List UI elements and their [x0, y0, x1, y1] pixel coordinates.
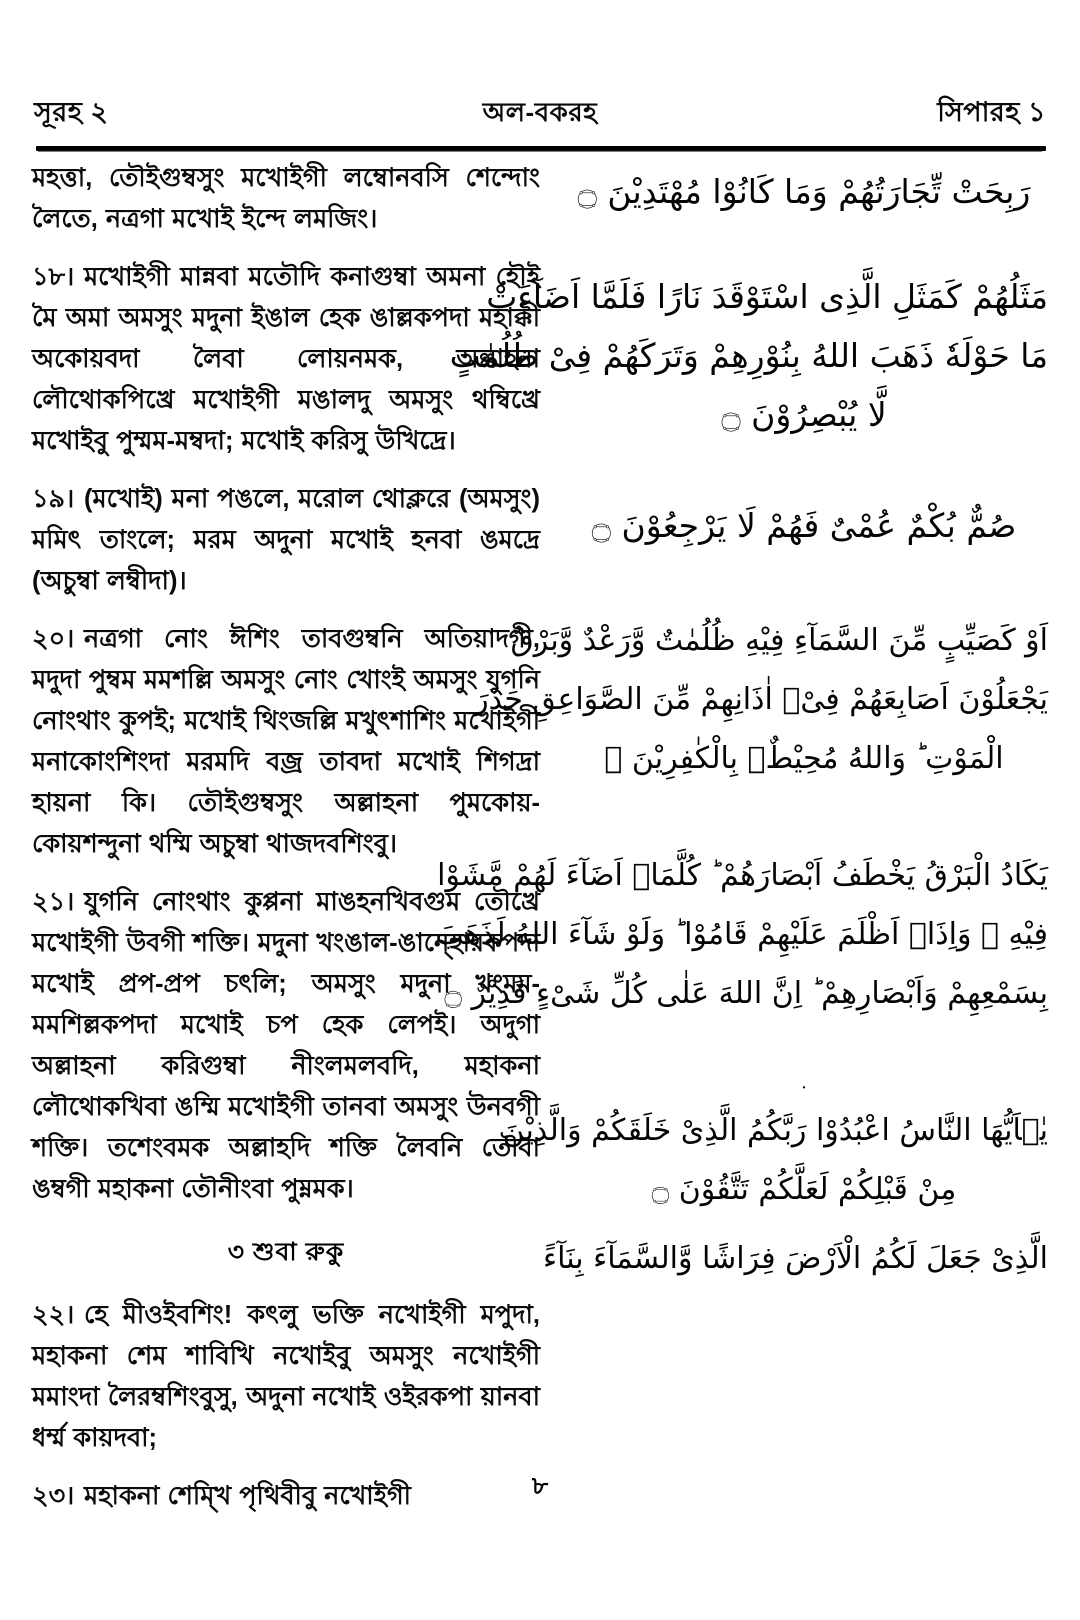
ayah-block-18: [560, 496, 1048, 555]
verse-text: মখোইগী মান্নবা মতৌদি কনাগুম্বা অমনা হৌই মৈ অমা অমসুং মদুনা ইঙাল হেক ঙাল্লকপদা মহাক্কী অকোয়বদা লৈবা লোয়নমক, অল্লাহনা লৌথোকপিখ্রে মখোইগী মঙালদু অমসুং থম্বিখ্রে মখোইবু পুম্মম-মম্বদা; মখোই করিসু উখিদ্রে।: [32, 263, 540, 455]
ayah-block-21: [502, 1101, 1048, 1219]
verse-text: মহাকনা শেম্খি পৃথিবীবু নখোইগী: [84, 1482, 411, 1510]
ayah-block-16: [560, 162, 1048, 221]
ayah-block-17: [449, 267, 1048, 444]
paragraph-text: মহত্তা, তৌইগুম্বসুং মখোইগী লম্বোনবসি শেন্দোং লৈতে, নত্রগা মখোই ইন্দে লমজিং।: [32, 164, 540, 233]
verse-number: ২১।: [32, 888, 75, 916]
running-head-surah: সূরহ ২: [34, 97, 109, 127]
verse-number: ২২।: [32, 1301, 75, 1329]
arabic-line: الَّذِىْ جَعَلَ لَكُمُ الْاَرْضَ فِرَاشًا وَّالسَّمَآءَ بِنَآءً: [542, 1241, 1048, 1276]
arabic-line: يَكَادُ الْبَرْقُ يَخْطَفُ اَبْصَارَهُمْ ؕ كُلَّمَاۤ اَضَآءَ لَهُمْ مَّشَوْا: [437, 858, 1048, 893]
arabic-line: اَوْ كَصَيِّبٍ مِّنَ السَّمَآءِ فِيْهِ ظُلُمٰتٌ وَّرَعْدٌ وَّبَرْقٌ: [510, 623, 1048, 658]
verse-text: হে মীওইবশিং! কৎলু ভক্তি নখোইগী মপুদা, মহাকনা শেম শাবিখি নখোইবু অমসুং নখোইগী মমাংদা লৈরম্বশিংবুসু, অদুনা নখোই ওইরকপা য়ানবা ধর্ম্ম কায়দবা;: [32, 1301, 540, 1452]
page-number: ৮: [531, 1472, 549, 1500]
arabic-line: يٰۤاَيُّهَا النَّاسُ اعْبُدُوْا رَبَّكُمُ الَّذِىْ خَلَقَكُمْ وَالَّذِيْنَ: [502, 1113, 1048, 1148]
verse-number: ১৮।: [32, 263, 75, 291]
arabic-line: لَّا يُبْصِرُوْنَ ۝: [721, 395, 887, 434]
verse-number: ২৩।: [32, 1482, 75, 1510]
verse-number: ২০।: [32, 625, 75, 653]
arabic-line: فِيْهِ ۙ وَاِذَاۤ اَظْلَمَ عَلَيْهِمْ قَامُوْا ؕ وَلَوْ شَآءَ اللهُ لَذَهَبَ: [435, 917, 1048, 952]
running-head-title: অল-বকরহ: [482, 97, 598, 127]
verse-20: [32, 619, 540, 865]
arabic-line: رَبِحَتْ تِّجَارَتُهُمْ وَمَا كَانُوْا مُهْتَدِيْنَ ۝: [577, 172, 1031, 211]
ayah-block-22: [542, 1229, 1048, 1288]
ruku-heading: ৩ শুবা রুকু: [227, 1238, 345, 1266]
verse-text: (মখোই) মনা পঙলে, মরোল থোক্লরে (অমসুং) মমিৎ তাংলে; মরম অদুনা মখোই হনবা ঙমদ্রে (অচুম্বা লম্বীদা)।: [32, 485, 540, 595]
arabic-line: مَا حَوْلَهٗ ذَهَبَ اللهُ بِنُوْرِهِمْ وَتَرَكَهُمْ فِىْ ظُلُمٰتٍ: [449, 336, 1048, 375]
paragraph-continuation: [32, 158, 540, 240]
arabic-line: بِسَمْعِهِمْ وَاَبْصَارِهِمْ ؕ اِنَّ اللهَ عَلٰى كُلِّ شَىْءٍ قَدِيْرٌ ۝: [444, 976, 1048, 1011]
arabic-line: الْمَوْتِ ؕ وَاللهُ مُحِيْطٌۢ بِالْكٰفِرِيْنَ ۝: [604, 741, 1004, 776]
arabic-line: صُمٌّ بُكْمٌ عُمْىٌ فَهُمْ لَا يَرْجِعُوْنَ ۝: [591, 506, 1017, 545]
arabic-line: مِنْ قَبْلِكُمْ لَعَلَّكُمْ تَتَّقُوْنَ ۝: [651, 1172, 957, 1207]
verse-text: নত্রগা নোং ঈশিং তাবগুম্বনি অতিয়াদগী, মদুদা পুম্বম মমশল্লি অমসুং নোং খোংই অমসুং যুগনি নোংথাং কুপই; মখোই থিংজল্লি মখুৎশাশিং মখোইগী মনাকোংশিংদা মরমদি বজ্র তাবদা মখোই শিগদ্রা হায়না কি। তৌইগুম্বসুং অল্লাহনা পুমকোয়-কোয়শন্দুনা থম্মি অচুম্বা থাজদবশিংবু।: [32, 625, 540, 858]
arabic-line: يَجْعَلُوْنَ اَصَابِعَهُمْ فِىْۤ اٰذَانِهِمْ مِّنَ الصَّوَاعِقِ حَذَرَ: [474, 682, 1048, 717]
verse-19: [32, 479, 540, 602]
verse-text: যুগনি নোংথাং কুপ্পনা মাঙহনখিবগুম তৌখ্রে মখোইগী উবগী শক্তি। মদুনা খংঙাল-ঙান্হোরকপদা মখোই প্রপ-প্রপ চৎলি; অমসুং মদুনা খংমম-মমশিল্লকপদা মখোই চপ হেক লেপই। অদুগা অল্লাহনা করিগুম্বা নীংলমলবদি, মহাকনা লৌথোকখিবা ঙম্মি মখোইগী তানবা অমসুং উনবগী শক্তি। তশেংবমক অল্লাহদি শক্তি লৈবনি তৌবা ঙম্বগী মহাকনা তৌনীংবা পুম্নমক।: [32, 888, 540, 1203]
arabic-line: مَثَلُهُمْ كَمَثَلِ الَّذِى اسْتَوْقَدَ نَارًا فَلَمَّا اَضَآءَتْ: [486, 277, 1048, 316]
header-divider-rule: [36, 146, 1046, 151]
running-head-sipara: সিপারহ ১: [937, 97, 1046, 127]
ayah-block-20: [435, 846, 1048, 1023]
verse-number: ১৯।: [32, 485, 75, 513]
ayah-block-19: [474, 611, 1048, 788]
verse-22: [32, 1295, 540, 1459]
arabic-column: [435, 158, 1048, 1322]
ink-speck: ·: [800, 1077, 808, 1099]
body-columns: [0, 158, 1080, 1510]
running-head: [34, 92, 1046, 140]
